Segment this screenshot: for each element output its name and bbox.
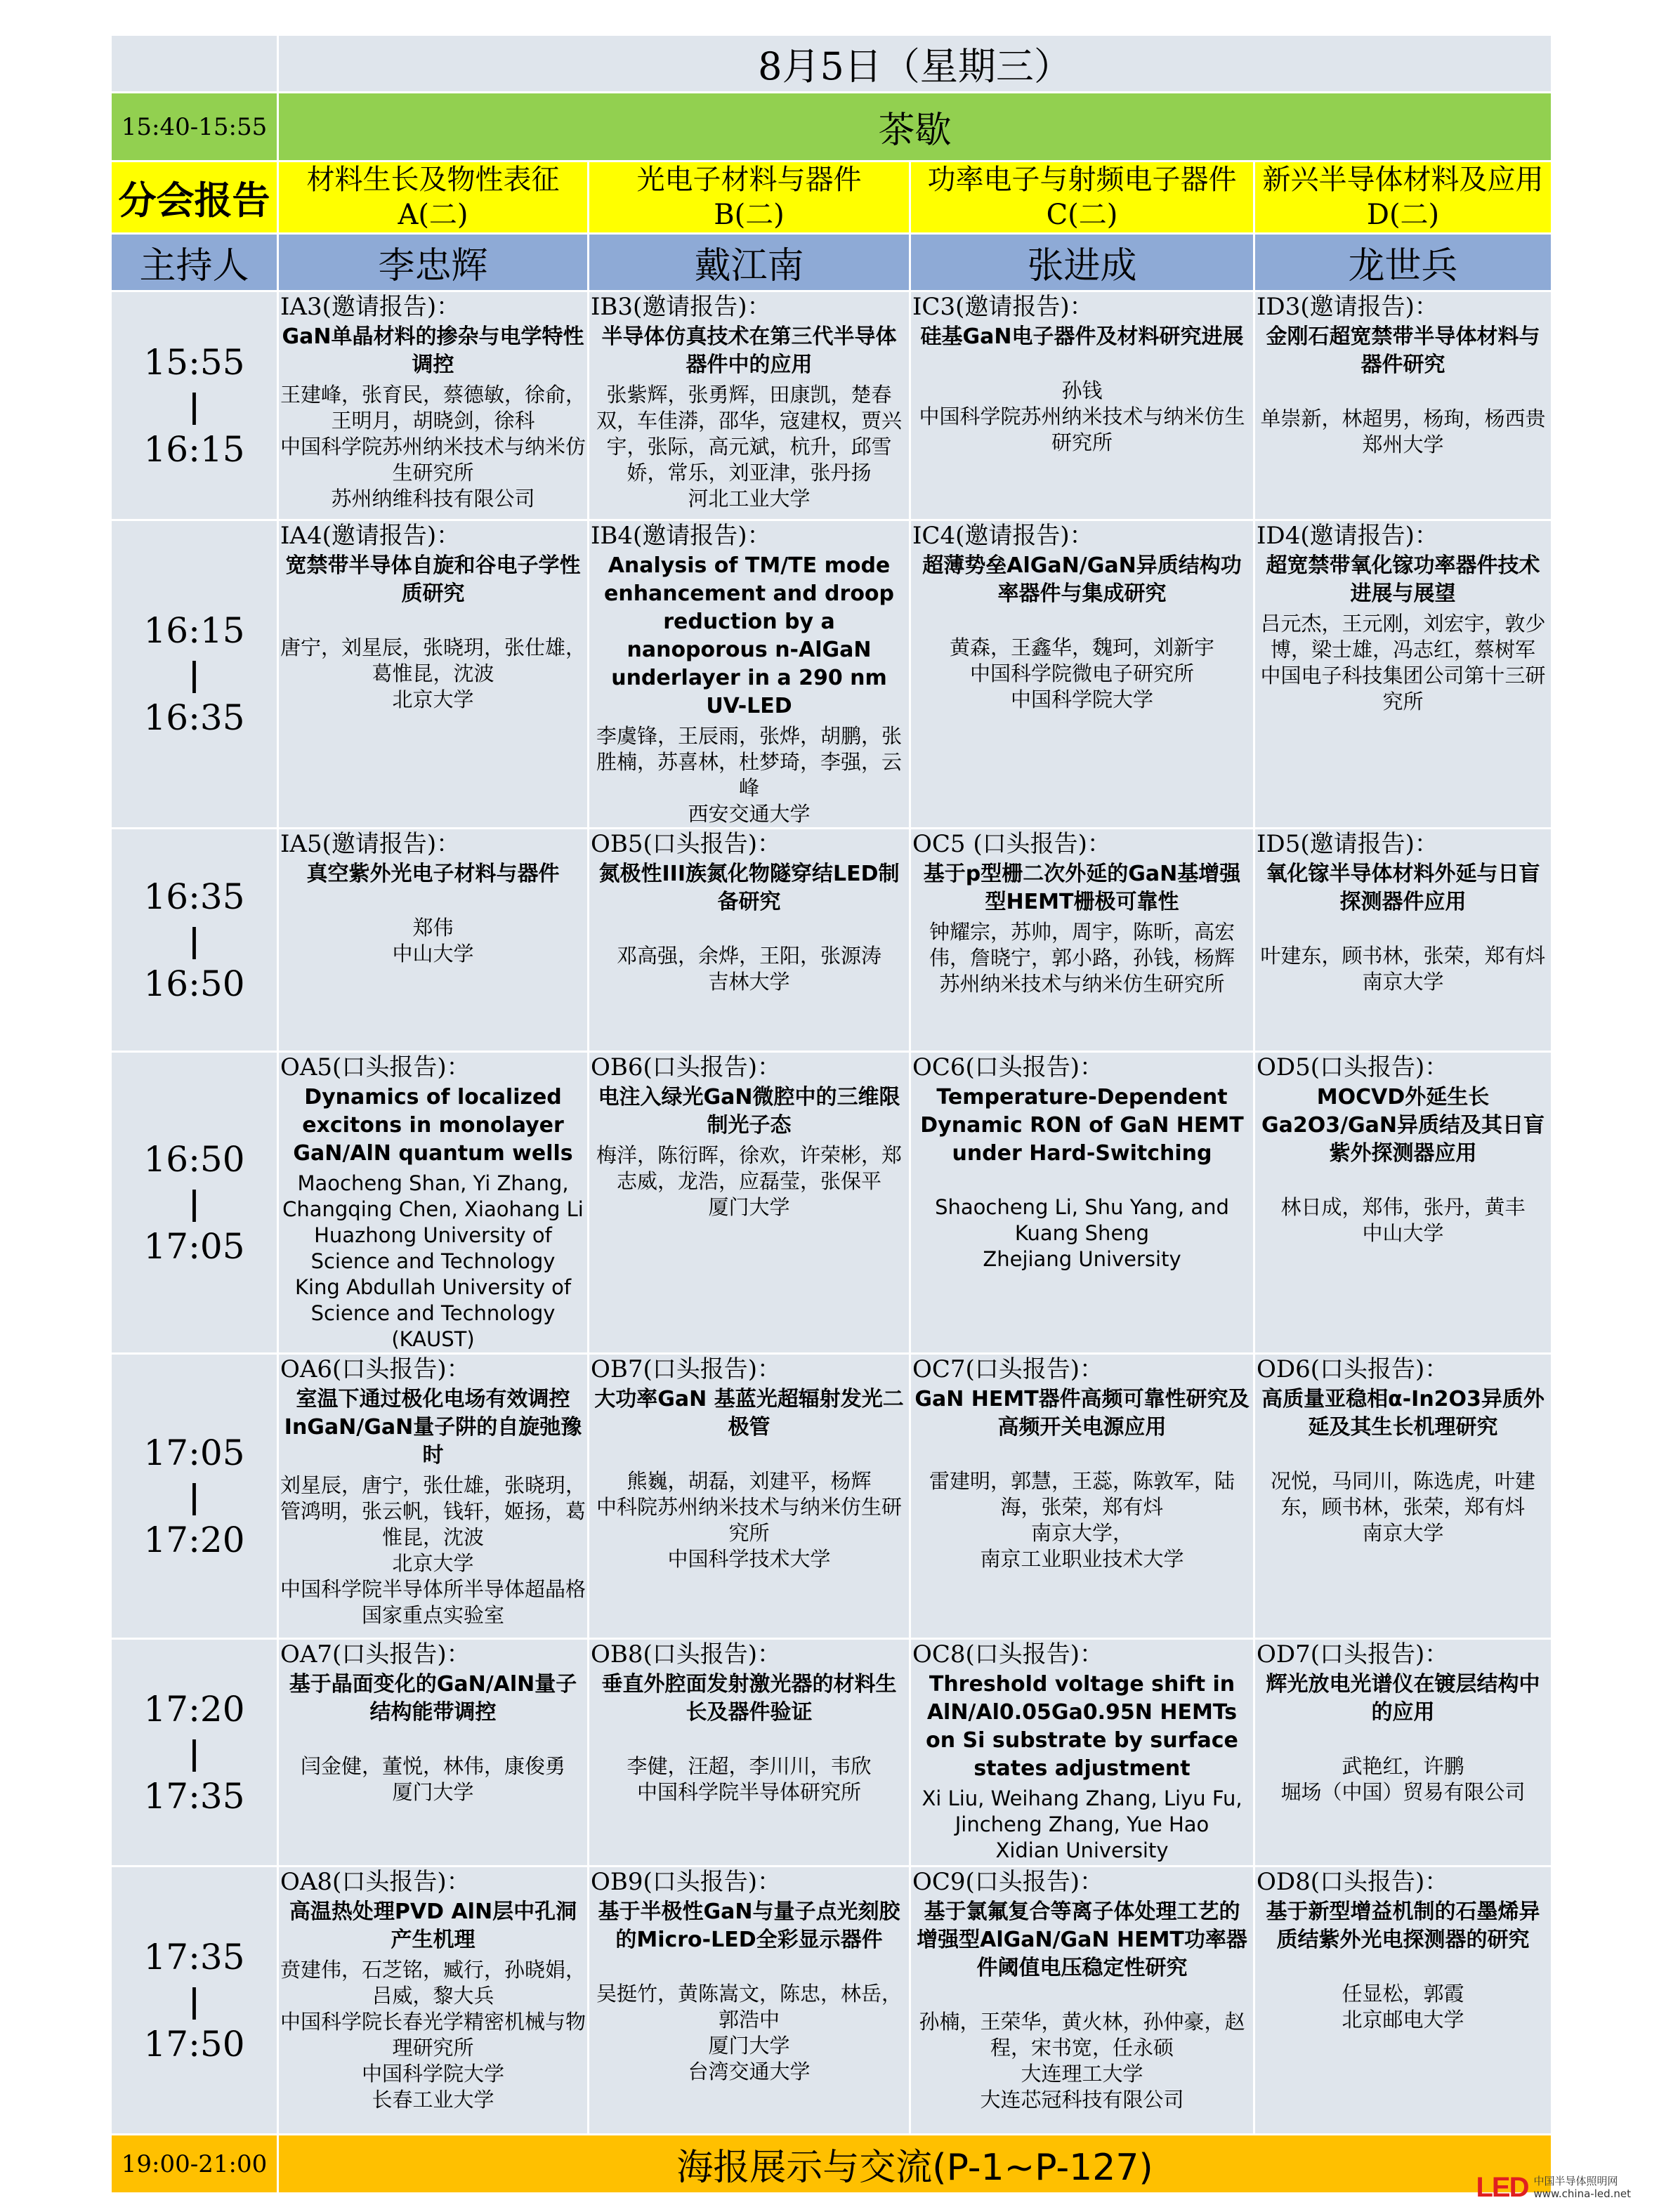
talk-title: 基于p型栅二次外延的GaN基增强型HEMT栅极可靠性	[923, 862, 1241, 914]
talk-cell-c	[910, 829, 1254, 1052]
time-slot	[111, 520, 278, 829]
spacer	[279, 891, 587, 915]
talk-cell-a	[278, 520, 589, 829]
spacer	[589, 919, 909, 943]
talk-title: 基于新型增益机制的石墨烯异质结紫外光电探测器的研究	[1266, 1900, 1540, 1952]
talk-cell-d	[1254, 1867, 1552, 2135]
slot-end: 17:50	[143, 2023, 245, 2065]
talk-cell-d	[1254, 1354, 1552, 1639]
spacer	[1255, 1171, 1551, 1194]
slot-row	[111, 1867, 1552, 2135]
host-c: 张进成	[910, 234, 1254, 291]
talk-authors: 叶建东，顾书林，张荣，郑有炓 南京大学	[1260, 944, 1546, 994]
spacer	[911, 611, 1253, 635]
poster-label: 海报展示与交流(P-1~P-127)	[278, 2135, 1552, 2194]
talk-cell-b	[589, 291, 910, 520]
slot-end: 17:20	[143, 1519, 245, 1560]
talk-title: Analysis of TM/TE mode enhancement and droop reduction by a nanoporous n-AlGaN underlayer in a 290 nm UV-LED	[603, 553, 895, 718]
talk-cell-b	[589, 520, 910, 829]
talk-cell-c	[910, 1052, 1254, 1354]
talk-authors: 钟耀宗，苏帅，周宇，陈昕，高宏伟，詹晓宁，郭小路，孙钱，杨辉 苏州纳米技术与纳米仿生研究所	[929, 920, 1235, 996]
talk-authors: 吴挺竹，黄陈嵩文，陈忠，林岳，郭浩中 厦门大学 台湾交通大学	[596, 1982, 902, 2083]
talk-authors: 唐宁，刘星辰，张晓玥，张仕雄，葛惟昆，沈波 北京大学	[280, 636, 586, 711]
track-name: 材料生长及物性表征	[306, 164, 560, 196]
talk-authors: 王建峰，张育民，蔡德敏，徐俞，王明月，胡晓剑，徐科 中国科学院苏州纳米技术与纳米仿生研究所 苏州纳维科技有限公司	[280, 383, 586, 511]
logo-mark: LED	[1476, 2171, 1528, 2203]
talk-title: 基于半极性GaN与量子点光刻胶的Micro-LED全彩显示器件	[598, 1900, 900, 1952]
slot-row	[111, 1052, 1552, 1354]
talk-title: 氮极性III族氮化物隧穿结LED制备研究	[598, 862, 900, 914]
talk-cell-d	[1254, 829, 1552, 1052]
track-code: B(二)	[714, 199, 785, 231]
talk-authors: 武艳红，许鹏 堀场（中国）贸易有限公司	[1280, 1754, 1526, 1804]
talk-authors: 梅洋，陈衍晖，徐欢，许荣彬，郑志威，龙浩，应磊莹，张保平 厦门大学	[596, 1143, 902, 1219]
track-header-b	[589, 162, 910, 234]
time-slot	[111, 829, 278, 1052]
spacer	[1255, 919, 1551, 943]
talk-code: OC9(口头报告)：	[912, 1868, 1104, 1896]
track-name: 光电子材料与器件	[636, 164, 862, 196]
slot-row	[111, 1354, 1552, 1639]
talk-authors: 单崇新，林超男，杨珣，杨西贵 郑州大学	[1260, 407, 1546, 456]
talk-code: OB9(口头报告)：	[591, 1868, 782, 1896]
slot-separator: |	[188, 655, 200, 693]
talk-cell-c	[910, 1867, 1254, 2135]
talk-title: MOCVD外延生长Ga2O3/GaN异质结及其日盲紫外探测器应用	[1261, 1085, 1545, 1166]
talk-authors: Xi Liu, Weihang Zhang, Liyu Fu, Jincheng Zhang, Yue Hao Xidian University	[922, 1786, 1242, 1862]
talk-authors: 邓高强，余烨，王阳，张源涛 吉林大学	[616, 944, 881, 994]
talk-title: GaN HEMT器件高频可靠性研究及高频开关电源应用	[914, 1387, 1250, 1440]
talk-cell-b	[589, 1639, 910, 1867]
talk-authors: 熊巍，胡磊，刘建平，杨辉 中科院苏州纳米技术与纳米仿生研究所 中国科学技术大学	[596, 1469, 902, 1571]
track-name: 功率电子与射频电子器件	[927, 164, 1237, 196]
talk-authors: 张紫辉，张勇辉，田康凯，楚春双，车佳漭，邵华，寇建权，贾兴宇，张际，高元斌，杭升，邱雪娇，常乐，刘亚津，张丹扬 河北工业大学	[596, 383, 902, 511]
talk-authors: 郑伟 中山大学	[392, 916, 474, 966]
spacer	[911, 1171, 1253, 1194]
spacer	[911, 1444, 1253, 1468]
slot-start: 17:20	[143, 1688, 245, 1730]
talk-cell-b	[589, 829, 910, 1052]
talk-code: IA5(邀请报告)：	[280, 830, 461, 858]
talk-code: IB4(邀请报告)：	[591, 522, 771, 550]
talk-cell-c	[910, 1354, 1254, 1639]
slot-separator: |	[188, 1183, 200, 1222]
talk-code: OC5 (口头报告)：	[912, 830, 1111, 858]
spacer	[1255, 1730, 1551, 1753]
session-label: 分会报告	[111, 162, 278, 234]
corner-cell	[111, 35, 278, 93]
time-slot	[111, 291, 278, 520]
slot-end: 16:50	[143, 963, 245, 1004]
talk-title: 金刚石超宽禁带半导体材料与器件研究	[1266, 324, 1540, 377]
date-title: 8月5日（星期三）	[278, 35, 1552, 93]
talk-authors: 林日成，郑伟，张丹，黄丰 中山大学	[1280, 1195, 1526, 1245]
talk-code: OB8(口头报告)：	[591, 1640, 782, 1668]
track-code: D(二)	[1366, 199, 1440, 231]
break-label: 茶歇	[278, 93, 1552, 162]
slot-end: 16:15	[143, 428, 245, 470]
talk-cell-c	[910, 291, 1254, 520]
slot-start: 15:55	[143, 341, 245, 383]
slot-row	[111, 1639, 1552, 1867]
talk-title: 辉光放电光谱仪在镀层结构中的应用	[1266, 1672, 1540, 1725]
talk-cell-d	[1254, 291, 1552, 520]
slot-separator: |	[188, 386, 200, 425]
talk-title: 高质量亚稳相α-In2O3异质外延及其生长机理研究	[1261, 1387, 1545, 1440]
talk-code: IA4(邀请报告)：	[280, 522, 461, 550]
host-label: 主持人	[111, 234, 278, 291]
slot-separator: |	[188, 921, 200, 959]
talk-code: OC7(口头报告)：	[912, 1355, 1104, 1383]
talk-authors: 雷建明，郭慧，王蕊，陈敦军，陆海，张荣，郑有炓 南京大学， 南京工业职业技术大学	[929, 1469, 1235, 1571]
slot-start: 17:05	[143, 1432, 245, 1473]
talk-code: OD6(口头报告)：	[1257, 1355, 1449, 1383]
talk-authors: 李虞锋，王辰雨，张烨，胡鹏，张胜楠，苏喜林，杜梦琦，李强，云峰 西安交通大学	[596, 724, 902, 826]
talk-title: 大功率GaN 基蓝光超辐射发光二极管	[594, 1387, 904, 1440]
talk-code: OC8(口头报告)：	[912, 1640, 1104, 1668]
slot-row	[111, 291, 1552, 520]
talk-code: OB6(口头报告)：	[591, 1053, 782, 1081]
time-slot	[111, 1867, 278, 2135]
talk-code: OD7(口头报告)：	[1257, 1640, 1449, 1668]
spacer	[1255, 382, 1551, 406]
slot-end: 17:35	[143, 1775, 245, 1817]
slot-start: 17:35	[143, 1936, 245, 1977]
talk-title: 半导体仿真技术在第三代半导体器件中的应用	[601, 324, 897, 377]
talk-title: 硅基GaN电子器件及材料研究进展	[920, 324, 1244, 349]
slot-start: 16:35	[143, 876, 245, 917]
logo-cn: 中国半导体照明网	[1533, 2175, 1618, 2187]
schedule-table	[110, 34, 1553, 2194]
talk-cell-b	[589, 1354, 910, 1639]
talk-authors: 吕元杰，王元刚，刘宏宇，敦少博，梁士雄，冯志红，蔡树军 中国电子科技集团公司第十三研究所	[1260, 612, 1546, 713]
talk-cell-b	[589, 1052, 910, 1354]
talk-title: 超宽禁带氧化镓功率器件技术进展与展望	[1266, 553, 1540, 606]
break-time: 15:40-15:55	[111, 93, 278, 162]
talk-cell-c	[910, 1639, 1254, 1867]
talk-code: OA6(口头报告)：	[280, 1355, 471, 1383]
talk-title: GaN单晶材料的掺杂与电学特性调控	[282, 324, 584, 377]
talk-title: 氧化镓半导体材料外延与日盲探测器件应用	[1266, 862, 1540, 914]
talk-title: 电注入绿光GaN微腔中的三维限制光子态	[598, 1085, 900, 1138]
spacer	[589, 1730, 909, 1753]
talk-title: 基于氯氟复合等离子体处理工艺的增强型AlGaN/GaN HEMT功率器件阈值电压稳定性研究	[917, 1900, 1247, 1980]
spacer	[279, 1730, 587, 1753]
slot-separator: |	[188, 1981, 200, 2020]
talk-code: IB3(邀请报告)：	[591, 293, 771, 321]
talk-cell-b	[589, 1867, 910, 2135]
talk-authors: 闫金健，董悦，林伟，康俊勇 厦门大学	[300, 1754, 565, 1804]
talk-code: OA5(口头报告)：	[280, 1053, 471, 1081]
talk-code: OD8(口头报告)：	[1257, 1868, 1449, 1896]
host-a: 李忠辉	[278, 234, 589, 291]
talk-authors: 孙楠，王荣华，黄火林，孙仲豪，赵程，宋书宽，任永硕 大连理工大学 大连芯冠科技有限公司	[919, 2010, 1245, 2112]
talk-cell-d	[1254, 1639, 1552, 1867]
time-slot	[111, 1354, 278, 1639]
talk-authors: 黄森，王鑫华，魏珂，刘新宇 中国科学院微电子研究所 中国科学院大学	[949, 636, 1214, 711]
talk-code: ID5(邀请报告)：	[1257, 830, 1438, 858]
host-b: 戴江南	[589, 234, 910, 291]
spacer	[1255, 1444, 1551, 1468]
track-header-c	[910, 162, 1254, 234]
slot-end: 17:05	[143, 1225, 245, 1267]
talk-title: 超薄势垒AlGaN/GaN异质结构功率器件与集成研究	[922, 553, 1242, 606]
talk-code: IC3(邀请报告)：	[912, 293, 1094, 321]
talk-authors: 刘星辰，唐宁，张仕雄，张晓玥，管鸿明，张云帆，钱轩，姬扬，葛惟昆，沈波 北京大学 中国科学院半导体所半导体超晶格国家重点实验室	[280, 1473, 586, 1627]
spacer	[1255, 1957, 1551, 1981]
slot-row	[111, 520, 1552, 829]
talk-title: Threshold voltage shift in AlN/Al0.05Ga0.95N HEMTs on Si substrate by surface states adjustment	[926, 1672, 1238, 1781]
logo-text	[1533, 2175, 1631, 2200]
talk-code: IC4(邀请报告)：	[912, 522, 1094, 550]
logo-url: www.china-led.net	[1533, 2187, 1631, 2200]
time-slot	[111, 1639, 278, 1867]
spacer	[911, 354, 1253, 378]
talk-title: 基于晶面变化的GaN/AlN量子结构能带调控	[289, 1672, 577, 1725]
slot-separator: |	[188, 1477, 200, 1515]
slot-end: 16:35	[143, 697, 245, 738]
talk-code: OC6(口头报告)：	[912, 1053, 1104, 1081]
talk-code: OB7(口头报告)：	[591, 1355, 782, 1383]
track-header-a	[278, 162, 589, 234]
talk-title: 真空紫外光电子材料与器件	[306, 862, 560, 886]
talk-cell-d	[1254, 520, 1552, 829]
talk-authors: 况悦，马同川，陈选虎，叶建东，顾书林，张荣，郑有炓 南京大学	[1271, 1469, 1536, 1545]
spacer	[589, 1444, 909, 1468]
talk-cell-a	[278, 1867, 589, 2135]
host-d: 龙世兵	[1254, 234, 1552, 291]
talk-cell-a	[278, 829, 589, 1052]
spacer	[589, 1957, 909, 1981]
talk-authors: Shaocheng Li, Shu Yang, and Kuang Sheng Zhejiang University	[935, 1195, 1229, 1271]
talk-cell-a	[278, 1639, 589, 1867]
spacer	[279, 611, 587, 635]
talk-code: ID3(邀请报告)：	[1257, 293, 1438, 321]
talk-title: 宽禁带半导体自旋和谷电子学性质研究	[285, 553, 581, 606]
talk-authors: 孙钱 中国科学院苏州纳米技术与纳米仿生研究所	[919, 378, 1245, 454]
track-code: C(二)	[1046, 199, 1118, 231]
slot-row	[111, 829, 1552, 1052]
talk-title: 室温下通过极化电场有效调控InGaN/GaN量子阱的自旋弛豫时	[284, 1387, 582, 1468]
time-slot	[111, 1052, 278, 1354]
track-header-d	[1254, 162, 1552, 234]
talk-authors: 贲建伟，石芝铭，臧行，孙晓娟，吕威，黎大兵 中国科学院长春光学精密机械与物理研究所 中国科学院大学 长春工业大学	[280, 1958, 586, 2112]
talk-code: IA3(邀请报告)：	[280, 293, 461, 321]
talk-title: Temperature-Dependent Dynamic RON of GaN HEMT under Hard-Switching	[920, 1085, 1244, 1166]
track-code: A(二)	[398, 199, 468, 231]
talk-authors: Maocheng Shan, Yi Zhang, Changqing Chen, Xiaohang Li Huazhong University of Science and Technology King Abdullah University of Science and Technology (KAUST)	[282, 1171, 584, 1351]
slot-start: 16:50	[143, 1138, 245, 1180]
talk-authors: 李健，汪超，李川川，韦欣 中国科学院半导体研究所	[627, 1754, 872, 1804]
talk-cell-c	[910, 520, 1254, 829]
talk-cell-a	[278, 1052, 589, 1354]
spacer	[911, 1985, 1253, 2009]
site-logo	[1476, 2171, 1631, 2204]
talk-cell-a	[278, 1354, 589, 1639]
talk-code: OA7(口头报告)：	[280, 1640, 471, 1668]
talk-authors: 任显松，郭霞 北京邮电大学	[1342, 1982, 1464, 2032]
talk-code: OA8(口头报告)：	[280, 1868, 471, 1896]
slot-start: 16:15	[143, 610, 245, 651]
slot-separator: |	[188, 1733, 200, 1772]
track-name: 新兴半导体材料及应用	[1262, 164, 1544, 196]
talk-code: OD5(口头报告)：	[1257, 1053, 1449, 1081]
talk-title: 高温热处理PVD AlN层中孔洞产生机理	[289, 1900, 577, 1952]
talk-title: Dynamics of localized excitons in monolayer GaN/AlN quantum wells	[293, 1085, 573, 1166]
talk-cell-d	[1254, 1052, 1552, 1354]
talk-title: 垂直外腔面发射激光器的材料生长及器件验证	[601, 1672, 897, 1725]
poster-time: 19:00-21:00	[111, 2135, 278, 2194]
talk-code: OB5(口头报告)：	[591, 830, 782, 858]
talk-cell-a	[278, 291, 589, 520]
talk-code: ID4(邀请报告)：	[1257, 522, 1438, 550]
